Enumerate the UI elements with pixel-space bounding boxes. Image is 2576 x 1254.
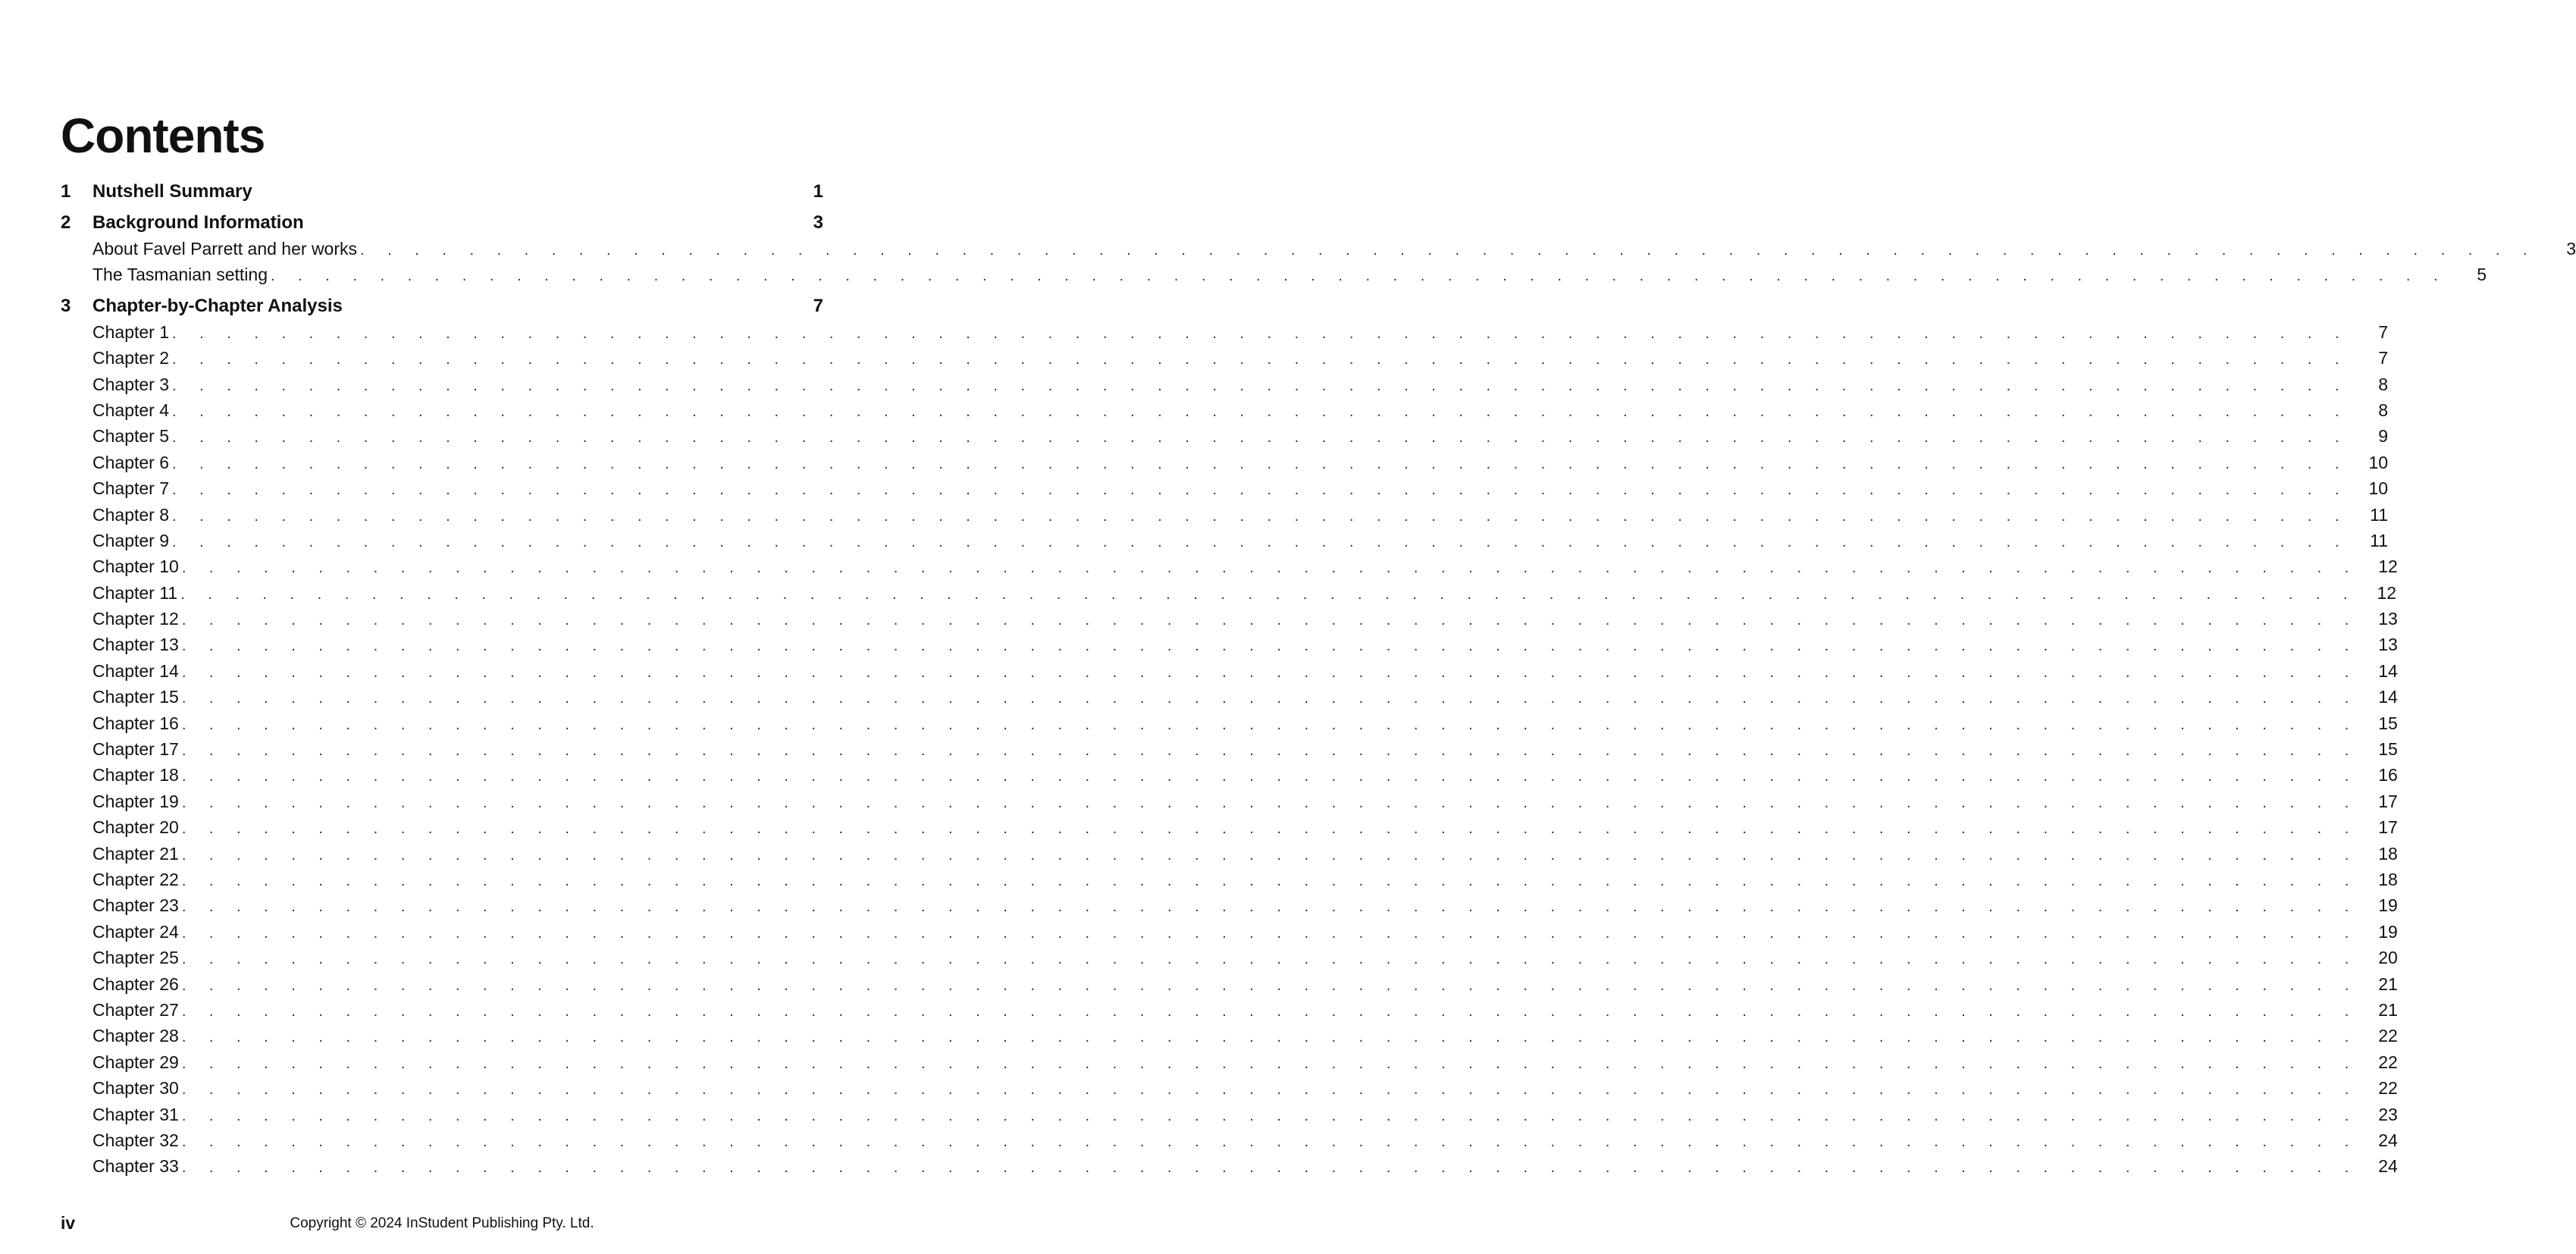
toc-entry-label: Chapter 32 [92,1130,179,1150]
toc-section-heading[interactable] [61,293,823,319]
toc-entry[interactable] [61,397,2389,423]
toc-entry-label: Chapter 31 [92,1104,179,1124]
dot-leader: . . . . . . . . . . . . . . . . . . . . . . . . . . . . . . . . . . . . . . . . . . . . . . . . . . . . . . . . . . . . . . . . . . . . . . . . . . . . . . . . [172,377,2349,394]
toc-entry-label: Chapter 4 [92,400,170,420]
toc-entry-label: Chapter 16 [92,713,179,733]
dot-leader: . . . . . . . . . . . . . . . . . . . . . . . . . . . . . . . . . . . . . . . . . . . . . . . . . . . . . . . . . . . . . . . . . . . . . . . . . . . . . . . . [181,690,2358,707]
table-of-contents [61,179,2576,1180]
dot-leader: . . . . . . . . . . . . . . . . . . . . . . . . . . . . . . . . . . . . . . . . . . . . . . . . . . . . . . . . . . . . . . . . . . . . . . . . . . . . . . . . [181,612,2358,629]
toc-entry[interactable] [61,1153,2398,1179]
toc-entry-label: Chapter 5 [92,426,170,447]
toc-entry-label: Chapter 6 [92,452,170,472]
toc-entry-label: Chapter 26 [92,973,179,994]
toc-entry[interactable] [61,423,2389,449]
section-number: 1 [61,181,71,202]
dot-leader: . . . . . . . . . . . . . . . . . . . . . . . . . . . . . . . . . . . . . . . . . . . . . . . . . . . . . . . . . . . . . . . . . . . . . . . . . . . . . . . . [181,1159,2358,1177]
toc-entry-page-number: 13 [2378,609,2398,629]
toc-entry[interactable] [61,1049,2398,1075]
dot-leader: . . . . . . . . . . . . . . . . . . . . . . . . . . . . . . . . . . . . . . . . . . . . . . . . . . . . . . . . . . . . . . . . . . . . . . . . . . . . . . . . [181,638,2358,655]
toc-entry-label: Chapter 14 [92,660,179,681]
toc-entry-label: Chapter 13 [92,635,179,655]
toc-entry[interactable] [61,1127,2398,1153]
toc-entry-label: Chapter 17 [92,739,179,760]
toc-entry[interactable] [61,262,2487,287]
section-number: 2 [61,212,71,233]
dot-leader: . . . . . . . . . . . . . . . . . . . . . . . . . . . . . . . . . . . . . . . . . . . . . . . . . . . . . . . . . . . . . . . . . . . . . . . . . . . . . . . . [172,507,2349,525]
dot-leader: . . . . . . . . . . . . . . . . . . . . . . . . . . . . . . . . . . . . . . . . . . . . . . . . . . . . . . . . . . . . . . . . . . . . . . . . . . . . . . . . [271,268,2448,285]
dot-leader: . . . . . . . . . . . . . . . . . . . . . . . . . . . . . . . . . . . . . . . . . . . . . . . . . . . . . . . . . . . . . . . . . . . . . . . . . . . . . . . . [181,663,2358,681]
toc-entry-page-number: 7 [2378,321,2389,342]
toc-entry-page-number: 13 [2378,635,2398,655]
toc-entry-label: Chapter 12 [92,609,179,629]
toc-entry[interactable] [61,997,2398,1023]
dot-leader: . . . . . . . . . . . . . . . . . . . . . . . . . . . . . . . . . . . . . . . . . . . . . . . . . . . . . . . . . . . . . . . . . . . . . . . . . . . . . . . . [181,1055,2358,1072]
toc-entry-page-number: 11 [2370,504,2389,525]
toc-entry[interactable] [61,945,2398,970]
dot-leader: . . . . . . . . . . . . . . . . . . . . . . . . . . . . . . . . . . . . . . . . . . . . . . . . . . . . . . . . . . . . . . . . . . . . . . . . . . . . . . . . [181,794,2358,811]
toc-entry[interactable] [61,345,2389,371]
toc-entry-page-number: 11 [2370,530,2389,550]
toc-entry[interactable] [61,919,2398,945]
toc-entry-page-number: 21 [2378,999,2398,1020]
page-title: Contents [61,108,265,163]
toc-entry-page-number: 8 [2378,374,2389,394]
toc-entry-page-number: 18 [2378,843,2398,864]
toc-entry[interactable] [61,319,2389,345]
section-title: Chapter-by-Chapter Analysis [92,295,343,316]
toc-entry[interactable] [61,841,2398,867]
toc-entry-page-number: 19 [2378,921,2398,942]
copyright-notice: Copyright © 2024 InStudent Publishing Pty. Ltd. [290,1215,594,1231]
dot-leader: . . . . . . . . . . . . . . . . . . . . . . . . . . . . . . . . . . . . . . . . . . . . . . . . . . . . . . . . . . . . . . . . . . . . . . . . . . . . . . . . [181,977,2358,994]
toc-entry-page-number: 22 [2378,1052,2398,1072]
section-title: Nutshell Summary [92,181,252,202]
toc-entry[interactable] [61,475,2389,501]
section-page-number: 7 [813,295,823,316]
toc-section-heading[interactable] [61,210,823,236]
dot-leader: . . . . . . . . . . . . . . . . . . . . . . . . . . . . . . . . . . . . . . . . . . . . . . . . . . . . . . . . . . . . . . . . . . . . . . . . . . . . . . . . [181,951,2358,968]
toc-entry-label: Chapter 11 [92,582,178,603]
toc-entry-label: Chapter 10 [92,556,179,577]
toc-entry-label: Chapter 19 [92,791,179,811]
toc-entry[interactable] [61,736,2398,762]
toc-entry-label: Chapter 20 [92,817,179,838]
toc-entry-page-number: 12 [2377,582,2397,603]
toc-entry-page-number: 14 [2378,660,2398,681]
toc-entry-page-number: 17 [2378,817,2398,838]
toc-entry-page-number: 14 [2378,687,2398,707]
toc-entry-label: Chapter 25 [92,948,179,968]
dot-leader: . . . . . . . . . . . . . . . . . . . . . . . . . . . . . . . . . . . . . . . . . . . . . . . . . . . . . . . . . . . . . . . . . . . . . . . . . . . . . . . . [181,898,2358,916]
toc-entry-label: Chapter 9 [92,530,170,550]
toc-entry[interactable] [61,1102,2398,1127]
section-number: 3 [61,295,71,316]
toc-entry[interactable] [61,814,2398,840]
dot-leader: . . . . . . . . . . . . . . . . . . . . . . . . . . . . . . . . . . . . . . . . . . . . . . . . . . . . . . . . . . . . . . . . . . . . . . . . . . . . . . . . [181,820,2358,838]
toc-entry[interactable] [61,710,2398,736]
toc-entry-label: Chapter 24 [92,921,179,942]
toc-entry-page-number: 23 [2378,1104,2398,1124]
toc-entry-label: Chapter 33 [92,1156,179,1177]
page-number: iv [61,1213,76,1233]
toc-entry-page-number: 21 [2378,973,2398,994]
dot-leader: . . . . . . . . . . . . . . . . . . . . . . . . . . . . . . . . . . . . . . . . . . . . . . . . . . . . . . . . . . . . . . . . . . . . . . . . . . . . . . . . [181,924,2358,942]
toc-entry-label: Chapter 22 [92,869,179,889]
toc-entry-page-number: 10 [2368,452,2389,472]
toc-entry-page-number: 8 [2378,400,2389,420]
toc-entry-page-number: 22 [2378,1078,2398,1099]
toc-entry-page-number: 15 [2378,739,2398,760]
toc-entry-page-number: 22 [2378,1026,2398,1046]
toc-entry[interactable] [61,528,2389,553]
toc-entry-label: Chapter 21 [92,843,179,864]
toc-entry-page-number: 24 [2378,1130,2398,1150]
toc-entry-label: Chapter 30 [92,1078,179,1099]
toc-entry-page-number: 18 [2378,869,2398,889]
toc-entry[interactable] [61,684,2398,710]
dot-leader: . . . . . . . . . . . . . . . . . . . . . . . . . . . . . . . . . . . . . . . . . . . . . . . . . . . . . . . . . . . . . . . . . . . . . . . . . . . . . . . . [181,560,2358,577]
dot-leader: . . . . . . . . . . . . . . . . . . . . . . . . . . . . . . . . . . . . . . . . . . . . . . . . . . . . . . . . . . . . . . . . . . . . . . . . . . . . . . . . [360,242,2537,259]
dot-leader: . . . . . . . . . . . . . . . . . . . . . . . . . . . . . . . . . . . . . . . . . . . . . . . . . . . . . . . . . . . . . . . . . . . . . . . . . . . . . . . . [172,403,2349,420]
dot-leader: . . . . . . . . . . . . . . . . . . . . . . . . . . . . . . . . . . . . . . . . . . . . . . . . . . . . . . . . . . . . . . . . . . . . . . . . . . . . . . . . [172,481,2349,499]
section-title: Background Information [92,212,304,233]
toc-entry-page-number: 9 [2378,426,2389,447]
dot-leader: . . . . . . . . . . . . . . . . . . . . . . . . . . . . . . . . . . . . . . . . . . . . . . . . . . . . . . . . . . . . . . . . . . . . . . . . . . . . . . . . [181,1029,2358,1046]
dot-leader: . . . . . . . . . . . . . . . . . . . . . . . . . . . . . . . . . . . . . . . . . . . . . . . . . . . . . . . . . . . . . . . . . . . . . . . . . . . . . . . . [172,324,2349,342]
toc-entry-label: Chapter 8 [92,504,170,525]
dot-leader: . . . . . . . . . . . . . . . . . . . . . . . . . . . . . . . . . . . . . . . . . . . . . . . . . . . . . . . . . . . . . . . . . . . . . . . . . . . . . . . . [181,1133,2358,1150]
dot-leader: . . . . . . . . . . . . . . . . . . . . . . . . . . . . . . . . . . . . . . . . . . . . . . . . . . . . . . . . . . . . . . . . . . . . . . . . . . . . . . . . [172,351,2349,368]
toc-entry-page-number: 5 [2477,265,2487,285]
toc-entry[interactable] [61,762,2398,788]
toc-entry-page-number: 10 [2368,478,2389,499]
dot-leader: . . . . . . . . . . . . . . . . . . . . . . . . . . . . . . . . . . . . . . . . . . . . . . . . . . . . . . . . . . . . . . . . . . . . . . . . . . . . . . . . [172,533,2349,550]
toc-entry-page-number: 15 [2378,713,2398,733]
dot-leader: . . . . . . . . . . . . . . . . . . . . . . . . . . . . . . . . . . . . . . . . . . . . . . . . . . . . . . . . . . . . . . . . . . . . . . . . . . . . . . . . [181,846,2358,864]
dot-leader: . . . . . . . . . . . . . . . . . . . . . . . . . . . . . . . . . . . . . . . . . . . . . . . . . . . . . . . . . . . . . . . . . . . . . . . . . . . . . . . . [172,455,2349,472]
toc-entry-label: About Favel Parrett and her works [92,239,357,259]
toc-entry-label: Chapter 15 [92,687,179,707]
toc-entry-page-number: 20 [2378,948,2398,968]
toc-entry-page-number: 17 [2378,791,2398,811]
toc-entry-label: Chapter 27 [92,999,179,1020]
toc-entry[interactable] [61,371,2389,397]
section-page-number: 1 [813,181,823,202]
dot-leader: . . . . . . . . . . . . . . . . . . . . . . . . . . . . . . . . . . . . . . . . . . . . . . . . . . . . . . . . . . . . . . . . . . . . . . . . . . . . . . . . [172,429,2349,447]
toc-entry-page-number: 16 [2378,765,2398,785]
dot-leader: . . . . . . . . . . . . . . . . . . . . . . . . . . . . . . . . . . . . . . . . . . . . . . . . . . . . . . . . . . . . . . . . . . . . . . . . . . . . . . . . [181,768,2358,785]
toc-entry-label: Chapter 29 [92,1052,179,1072]
dot-leader: . . . . . . . . . . . . . . . . . . . . . . . . . . . . . . . . . . . . . . . . . . . . . . . . . . . . . . . . . . . . . . . . . . . . . . . . . . . . . . . . [181,1081,2358,1099]
toc-entry-label: Chapter 3 [92,374,170,394]
toc-entry[interactable] [61,236,2576,262]
toc-entry[interactable] [61,632,2398,657]
dot-leader: . . . . . . . . . . . . . . . . . . . . . . . . . . . . . . . . . . . . . . . . . . . . . . . . . . . . . . . . . . . . . . . . . . . . . . . . . . . . . . . . [181,742,2358,760]
toc-entry[interactable] [61,1075,2398,1101]
toc-entry[interactable] [61,892,2398,918]
toc-section-heading[interactable] [61,179,823,205]
dot-leader: . . . . . . . . . . . . . . . . . . . . . . . . . . . . . . . . . . . . . . . . . . . . . . . . . . . . . . . . . . . . . . . . . . . . . . . . . . . . . . . . [180,585,2358,603]
toc-entry[interactable] [61,502,2389,528]
toc-entry-page-number: 12 [2378,556,2398,577]
toc-entry-label: Chapter 28 [92,1026,179,1046]
dot-leader: . . . . . . . . . . . . . . . . . . . . . . . . . . . . . . . . . . . . . . . . . . . . . . . . . . . . . . . . . . . . . . . . . . . . . . . . . . . . . . . . [181,716,2358,733]
toc-entry[interactable] [61,788,2398,814]
toc-entry[interactable] [61,450,2389,475]
toc-entry-page-number: 3 [2566,239,2576,259]
toc-entry[interactable] [61,1023,2398,1049]
toc-entry-label: Chapter 23 [92,895,179,916]
toc-entry-label: Chapter 7 [92,478,170,499]
toc-entry[interactable] [61,658,2398,684]
toc-entry[interactable] [61,606,2398,632]
dot-leader: . . . . . . . . . . . . . . . . . . . . . . . . . . . . . . . . . . . . . . . . . . . . . . . . . . . . . . . . . . . . . . . . . . . . . . . . . . . . . . . . [181,1107,2358,1124]
dot-leader: . . . . . . . . . . . . . . . . . . . . . . . . . . . . . . . . . . . . . . . . . . . . . . . . . . . . . . . . . . . . . . . . . . . . . . . . . . . . . . . . [181,872,2358,889]
toc-entry[interactable] [61,867,2398,892]
toc-entry[interactable] [61,971,2398,997]
toc-entry-page-number: 7 [2378,348,2389,368]
toc-entry-label: Chapter 18 [92,765,179,785]
toc-entry-label: Chapter 2 [92,348,170,368]
toc-entry-page-number: 19 [2378,895,2398,916]
toc-entry[interactable] [61,580,2397,606]
dot-leader: . . . . . . . . . . . . . . . . . . . . . . . . . . . . . . . . . . . . . . . . . . . . . . . . . . . . . . . . . . . . . . . . . . . . . . . . . . . . . . . . [181,1002,2358,1020]
toc-entry-page-number: 24 [2378,1156,2398,1177]
section-page-number: 3 [813,212,823,233]
toc-entry-label: Chapter 1 [92,321,170,342]
toc-entry-label: The Tasmanian setting [92,265,268,285]
toc-entry[interactable] [61,553,2398,579]
